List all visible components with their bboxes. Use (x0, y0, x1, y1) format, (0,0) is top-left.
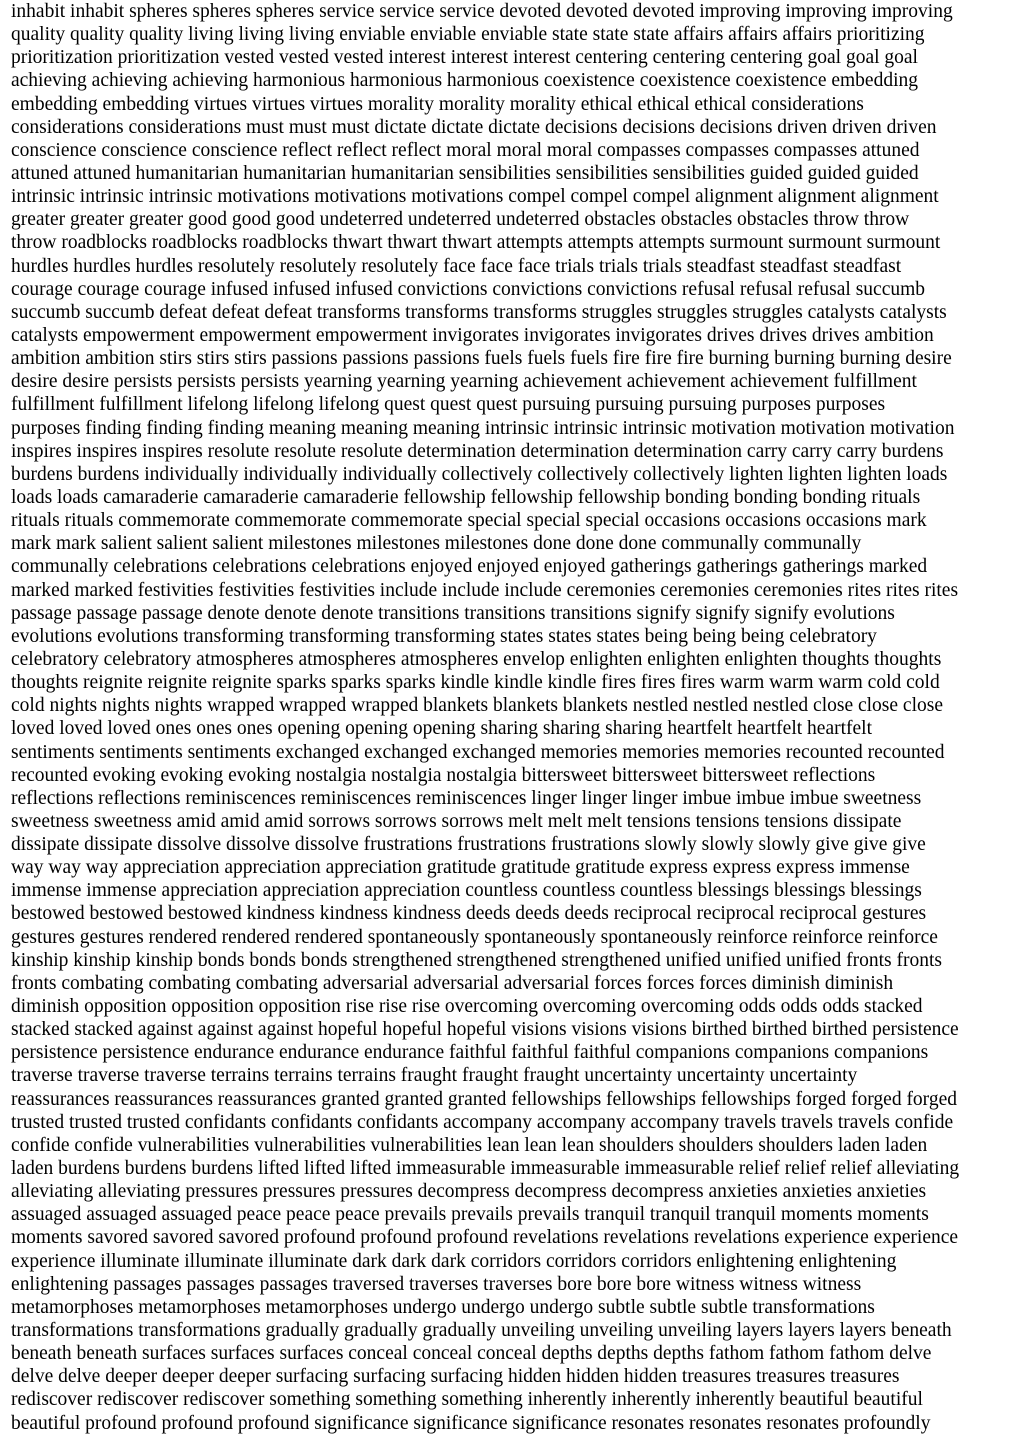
text-line: evolutions evolutions transforming transforming transforming states states states being being being celebratory (11, 625, 877, 647)
text-line: intrinsic intrinsic intrinsic motivations motivations motivations compel compel compel alignment alignment alignment (11, 186, 939, 208)
text-line: enlightening passages passages passages traversed traverses traverses bore bore bore witness witness witness (11, 1273, 862, 1295)
text-line: desire desire persists persists persists yearning yearning yearning achievement achievement achievement fulfillment (11, 371, 917, 393)
text-line: traverse traverse traverse terrains terrains terrains fraught fraught fraught uncertainty uncertainty uncertainty (11, 1065, 858, 1087)
text-line: reflections reflections reminiscences reminiscences reminiscences linger linger linger imbue imbue imbue sweetness (11, 787, 922, 809)
text-line: passage passage passage denote denote denote transitions transitions transitions signify signify signify evolutions (11, 602, 895, 624)
text-line: marked marked festivities festivities festivities include include include ceremonies ceremonies ceremonies rites rites rites (11, 579, 959, 601)
text-line: bestowed bestowed bestowed kindness kindness kindness deeds deeds deeds reciprocal reciprocal reciprocal gestures (11, 903, 927, 925)
text-line: embedding embedding virtues virtues virtues morality morality morality ethical ethical ethical considerations (11, 93, 864, 115)
text-line: celebratory celebratory atmospheres atmospheres atmospheres envelop enlighten enlighten enlighten thoughts thoughts (11, 648, 942, 670)
text-line: loved loved loved ones ones ones opening opening opening sharing sharing sharing heartfelt heartfelt heartfelt (11, 718, 872, 740)
text-line: conscience conscience conscience reflect reflect reflect moral moral moral compasses compasses compasses attuned (11, 139, 920, 161)
text-line: metamorphoses metamorphoses metamorphoses undergo undergo undergo subtle subtle subtle transformations (11, 1296, 875, 1318)
text-line: greater greater greater good good good undeterred undeterred undeterred obstacles obstacles obstacles throw throw (11, 209, 910, 231)
text-line: sweetness sweetness amid amid amid sorrows sorrows sorrows melt melt melt tensions tensions tensions dissipate (11, 810, 902, 832)
text-line: mark mark salient salient salient milestones milestones milestones done done done communally communally (11, 533, 862, 555)
text-line: quality quality quality living living living enviable enviable enviable state state state affairs affairs affairs prioritizing (11, 24, 925, 46)
text-line: persistence persistence endurance endurance endurance faithful faithful faithful companions companions companions (11, 1042, 929, 1064)
text-line: dissipate dissipate dissolve dissolve dissolve frustrations frustrations frustrations slowly slowly slowly give give give (11, 834, 926, 856)
text-line: communally celebrations celebrations celebrations enjoyed enjoyed enjoyed gatherings gatherings gatherings marked (11, 556, 928, 578)
text-line: loads loads camaraderie camaraderie camaraderie fellowship fellowship fellowship bonding bonding bonding rituals (11, 486, 921, 508)
text-line: cold nights nights nights wrapped wrapped wrapped blankets blankets blankets nestled nestled nestled close close close (11, 695, 943, 717)
text-line: confide confide vulnerabilities vulnerabilities vulnerabilities lean lean lean shoulders shoulders shoulders laden laden (11, 1134, 928, 1156)
text-line: throw roadblocks roadblocks roadblocks thwart thwart thwart attempts attempts attempts surmount surmount surmount (11, 232, 941, 254)
document-page (11, 0, 1017, 1446)
text-line: hurdles hurdles hurdles resolutely resolutely resolutely face face face trials trials trials steadfast steadfast steadfast (11, 255, 902, 277)
text-line: considerations considerations must must must dictate dictate dictate decisions decisions decisions driven driven driven (11, 116, 937, 138)
text-line: diminish opposition opposition opposition rise rise rise overcoming overcoming overcoming odds odds odds stacked (11, 996, 923, 1018)
text-line: gestures gestures rendered rendered rendered spontaneously spontaneously spontaneously reinforce reinforce reinforce (11, 926, 938, 948)
text-line: inspires inspires inspires resolute resolute resolute determination determination determination carry carry carry burdens (11, 440, 944, 462)
text-line: alleviating alleviating pressures pressures pressures decompress decompress decompress anxieties anxieties anxieties (11, 1181, 927, 1203)
text-line: experience illuminate illuminate illuminate dark dark dark corridors corridors corridors enlightening enlightening (11, 1250, 897, 1272)
text-line: sentiments sentiments sentiments exchanged exchanged exchanged memories memories memories recounted recounted (11, 741, 945, 763)
text-line: assuaged assuaged assuaged peace peace peace prevails prevails prevails tranquil tranquil tranquil moments moments (11, 1204, 929, 1226)
text-line: immense immense appreciation appreciation appreciation countless countless countless blessings blessings blessings (11, 880, 922, 902)
text-line: fronts combating combating combating adversarial adversarial adversarial forces forces forces diminish diminish (11, 972, 894, 994)
text-line: moments savored savored savored profound profound profound revelations revelations revelations experience experience (11, 1227, 959, 1249)
text-line: delve delve deeper deeper deeper surfacing surfacing surfacing hidden hidden hidden treasures treasures treasures (11, 1366, 900, 1388)
text-line: reassurances reassurances reassurances granted granted granted fellowships fellowships fellowships forged forged forged (11, 1088, 957, 1110)
text-line: beneath beneath surfaces surfaces surfaces conceal conceal conceal depths depths depths fathom fathom fathom delve (11, 1343, 932, 1365)
text-line: transformations transformations gradually gradually gradually unveiling unveiling unveiling layers layers layers beneath (11, 1320, 952, 1342)
text-line: courage courage courage infused infused infused convictions convictions convictions refusal refusal refusal succumb (11, 278, 926, 300)
text-line (11, 1435, 1017, 1446)
text-line: thoughts reignite reignite reignite sparks sparks sparks kindle kindle kindle fires fires fires warm warm warm cold cold (11, 672, 940, 694)
text-line: beautiful profound profound profound significance significance significance resonates resonates resonates profoundly (11, 1412, 931, 1434)
text-line: rediscover rediscover rediscover something something something inherently inherently inherently beautiful beautiful (11, 1389, 923, 1411)
text-line: prioritization prioritization vested vested vested interest interest interest centering centering centering goal goal goal (11, 47, 918, 69)
text-line: recounted evoking evoking evoking nostalgia nostalgia nostalgia bittersweet bittersweet bittersweet reflections (11, 764, 876, 786)
text-line: way way way appreciation appreciation appreciation gratitude gratitude gratitude express express express immense (11, 857, 910, 879)
text-line: achieving achieving achieving harmonious harmonious harmonious coexistence coexistence coexistence embedding (11, 70, 918, 92)
text-line: stacked stacked against against against hopeful hopeful hopeful visions visions visions birthed birthed birthed persistence (11, 1019, 959, 1041)
text-line: catalysts empowerment empowerment empowerment invigorates invigorates invigorates drives drives drives ambition (11, 324, 934, 346)
text-line: rituals rituals commemorate commemorate commemorate special special special occasions occasions occasions mark (11, 510, 927, 532)
text-line: burdens burdens individually individually individually collectively collectively collectively lighten lighten lighten loads (11, 463, 948, 485)
text-line: inhabit inhabit spheres spheres spheres service service service devoted devoted devoted improving improving improving (11, 1, 953, 22)
text-line: trusted trusted trusted confidants confidants confidants accompany accompany accompany travels travels travels confide (11, 1111, 954, 1133)
text-line: kinship kinship kinship bonds bonds bonds strengthened strengthened strengthened unified unified unified fronts fronts (11, 949, 943, 971)
text-line: succumb succumb defeat defeat defeat transforms transforms transforms struggles struggles struggles catalysts catalysts (11, 301, 947, 323)
text-line: purposes finding finding finding meaning meaning meaning intrinsic intrinsic intrinsic motivation motivation motivation (11, 417, 955, 439)
text-line: laden burdens burdens burdens lifted lifted lifted immeasurable immeasurable immeasurable relief relief relief alleviating (11, 1158, 960, 1180)
text-line: ambition ambition stirs stirs stirs passions passions passions fuels fuels fuels fire fire fire burning burning burning desire (11, 348, 952, 370)
text-line: attuned attuned humanitarian humanitarian humanitarian sensibilities sensibilities sensibilities guided guided guided (11, 162, 919, 184)
text-line: fulfillment fulfillment lifelong lifelong lifelong quest quest quest pursuing pursuing pursuing purposes purposes (11, 394, 886, 416)
